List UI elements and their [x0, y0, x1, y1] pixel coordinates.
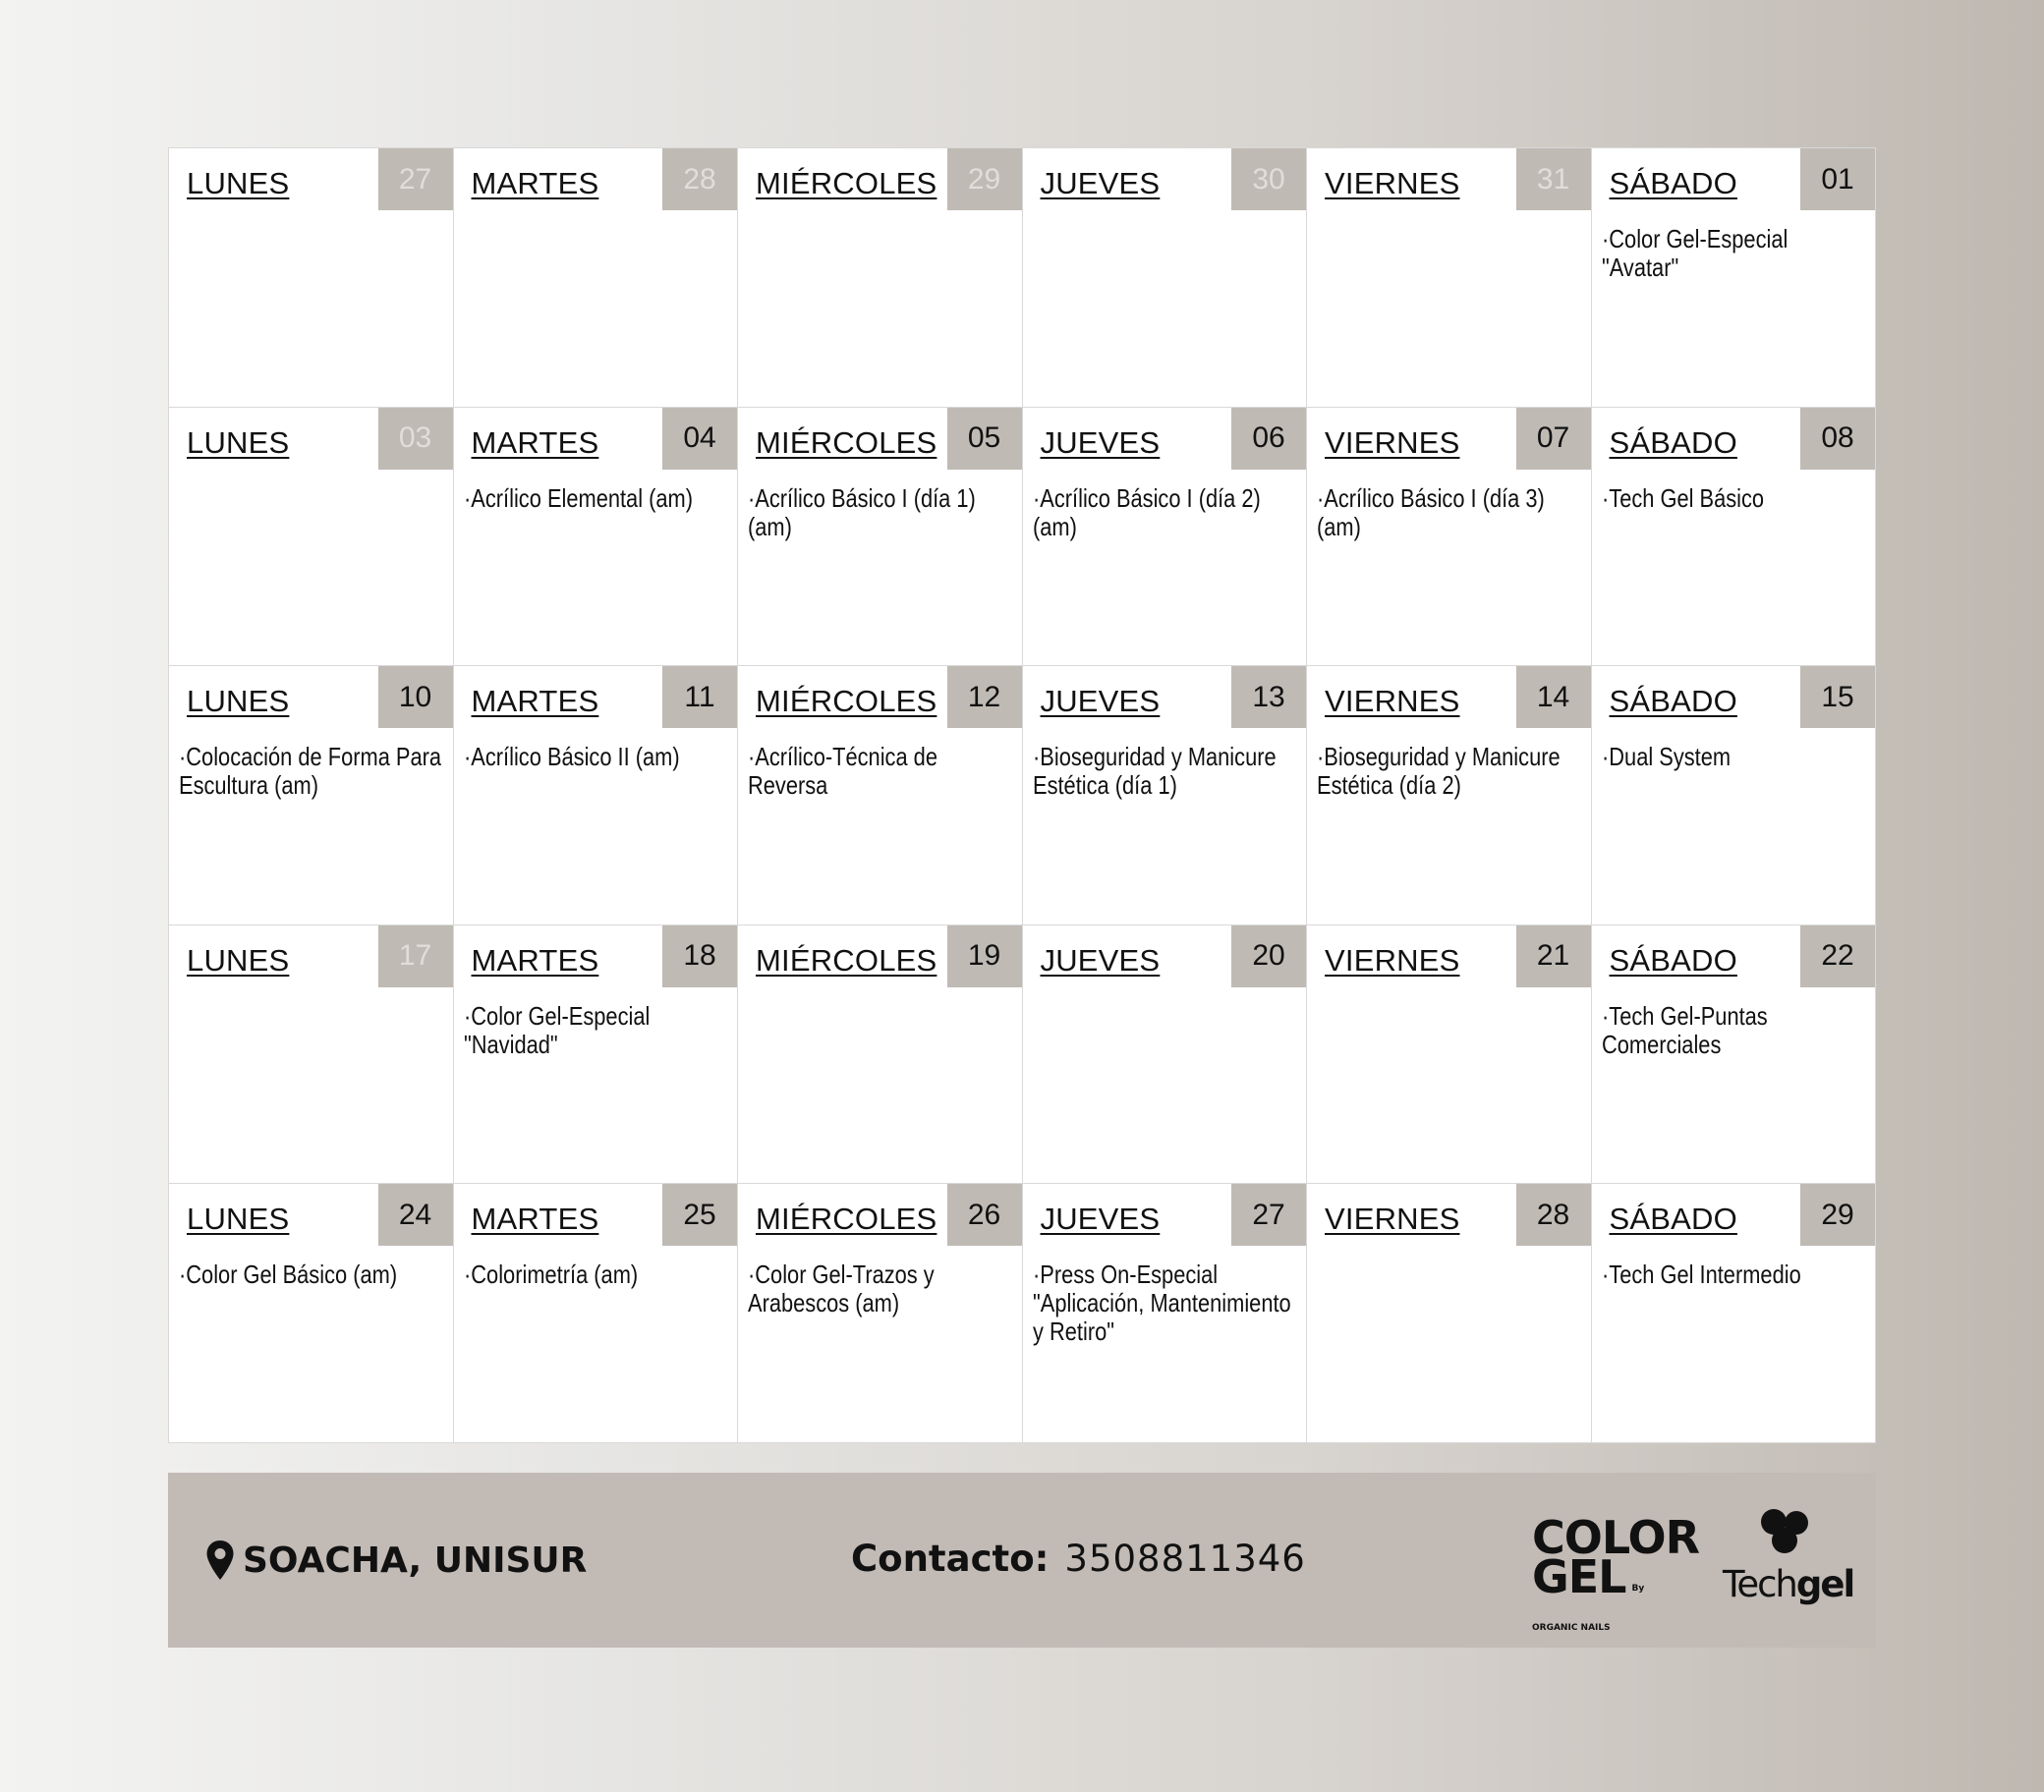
map-pin-icon — [205, 1540, 235, 1581]
contact-label: Contacto: — [851, 1538, 1050, 1580]
event-text: ·Acrílico Elemental (am) — [463, 482, 693, 513]
day-number: 12 — [947, 666, 1022, 728]
event-text: ·Colorimetría (am) — [463, 1260, 638, 1290]
day-number: 28 — [662, 148, 737, 210]
calendar-day-cell — [169, 666, 453, 924]
day-name: JUEVES — [1040, 942, 1161, 978]
colorgel-logo: COLOR GEL By ORGANIC NAILS — [1532, 1511, 1700, 1633]
day-number: 31 — [1516, 148, 1591, 210]
event-text: ·Color Gel-Especial "Avatar" — [1601, 224, 1788, 282]
day-number: 15 — [1800, 666, 1875, 728]
day-name: LUNES — [187, 684, 290, 719]
techgel-dots-icon — [1757, 1506, 1816, 1557]
day-name: VIERNES — [1325, 942, 1460, 978]
day-name: MIÉRCOLES — [756, 942, 937, 978]
day-name: LUNES — [187, 166, 290, 200]
event-text: ·Acrílico Básico I (día 1) (am) — [748, 482, 976, 541]
day-name: MARTES — [471, 166, 599, 200]
calendar-day-cell — [169, 925, 453, 1184]
calendar-day-cell — [738, 148, 1022, 407]
day-number: 14 — [1516, 666, 1591, 728]
day-number: 10 — [378, 666, 453, 728]
event-text: ·Bioseguridad y Manicure Estética (día 1) — [1032, 742, 1277, 801]
day-name: MIÉRCOLES — [756, 424, 937, 460]
event-text: ·Color Gel-Trazos y Arabescos (am) — [748, 1260, 935, 1318]
calendar-day-cell — [1592, 148, 1876, 407]
calendar-day-cell — [738, 666, 1022, 924]
day-name: SÁBADO — [1609, 166, 1737, 200]
event-text: ·Acrílico-Técnica de Reversa — [748, 742, 937, 801]
day-number: 19 — [947, 925, 1022, 987]
location-label: SOACHA, UNISUR — [243, 1540, 588, 1581]
calendar-day-cell — [454, 925, 738, 1184]
day-number: 29 — [947, 148, 1022, 210]
day-name: MARTES — [471, 684, 599, 719]
day-name: JUEVES — [1040, 684, 1161, 719]
day-name: LUNES — [187, 1202, 290, 1237]
day-number: 18 — [662, 925, 737, 987]
calendar-day-cell — [454, 148, 738, 407]
day-number: 07 — [1516, 408, 1591, 470]
event-text: ·Acrílico Básico I (día 3) (am) — [1317, 482, 1545, 541]
day-name: JUEVES — [1040, 166, 1161, 200]
day-name: SÁBADO — [1609, 1202, 1737, 1237]
calendar-day-cell — [169, 148, 453, 407]
calendar-day-cell — [454, 666, 738, 924]
calendar-day-cell — [1307, 148, 1591, 407]
event-text: ·Color Gel Básico (am) — [179, 1260, 398, 1290]
event-text: ·Tech Gel Intermedio — [1601, 1260, 1801, 1290]
calendar-day-cell — [1023, 925, 1307, 1184]
event-text: ·Color Gel-Especial "Navidad" — [463, 1000, 650, 1059]
calendar-day-cell — [738, 925, 1022, 1184]
calendar-day-cell — [1023, 1184, 1307, 1442]
calendar-day-cell — [738, 408, 1022, 666]
day-number: 05 — [947, 408, 1022, 470]
day-number: 22 — [1800, 925, 1875, 987]
calendar-day-cell — [1592, 925, 1876, 1184]
day-number: 26 — [947, 1184, 1022, 1246]
day-name: VIERNES — [1325, 424, 1460, 460]
day-name: LUNES — [187, 424, 290, 460]
calendar-day-cell — [1023, 666, 1307, 924]
day-number: 11 — [662, 666, 737, 728]
calendar-day-cell — [169, 1184, 453, 1442]
day-name: VIERNES — [1325, 1202, 1460, 1237]
event-text: ·Acrílico Básico I (día 2) (am) — [1032, 482, 1261, 541]
calendar-day-cell — [1307, 666, 1591, 924]
day-number: 25 — [662, 1184, 737, 1246]
day-number: 20 — [1231, 925, 1306, 987]
footer-bar — [168, 1473, 1876, 1648]
techgel-wordmark: Techgel — [1723, 1563, 1854, 1605]
event-text: ·Tech Gel-Puntas Comerciales — [1601, 1000, 1768, 1059]
techgel-logo — [1723, 1506, 1854, 1616]
day-name: JUEVES — [1040, 1202, 1161, 1237]
day-name: SÁBADO — [1609, 942, 1737, 978]
calendar-day-cell — [1307, 1184, 1591, 1442]
day-name: MIÉRCOLES — [756, 1202, 937, 1237]
calendar-day-cell — [454, 1184, 738, 1442]
day-number: 17 — [378, 925, 453, 987]
day-name: MIÉRCOLES — [756, 684, 937, 719]
event-text: ·Acrílico Básico II (am) — [463, 742, 680, 772]
day-name: JUEVES — [1040, 424, 1161, 460]
day-number: 30 — [1231, 148, 1306, 210]
day-number: 29 — [1800, 1184, 1875, 1246]
event-text: ·Colocación de Forma Para Escultura (am) — [179, 742, 442, 801]
day-number: 04 — [662, 408, 737, 470]
calendar-day-cell — [738, 1184, 1022, 1442]
day-number: 28 — [1516, 1184, 1591, 1246]
calendar-day-cell — [454, 408, 738, 666]
day-number: 08 — [1800, 408, 1875, 470]
calendar-day-cell — [1592, 666, 1876, 924]
event-text: ·Bioseguridad y Manicure Estética (día 2) — [1317, 742, 1561, 801]
event-text: ·Tech Gel Básico — [1601, 482, 1764, 513]
calendar-day-cell — [1023, 408, 1307, 666]
location — [205, 1540, 587, 1581]
day-number: 27 — [378, 148, 453, 210]
calendar-day-cell — [1592, 1184, 1876, 1442]
calendar-day-cell — [1307, 925, 1591, 1184]
calendar-day-cell — [169, 408, 453, 666]
day-number: 06 — [1231, 408, 1306, 470]
calendar-day-cell — [1023, 148, 1307, 407]
day-name: SÁBADO — [1609, 684, 1737, 719]
day-name: MARTES — [471, 1202, 599, 1237]
day-number: 03 — [378, 408, 453, 470]
day-name: LUNES — [187, 942, 290, 978]
contact — [851, 1538, 1306, 1580]
day-name: VIERNES — [1325, 684, 1460, 719]
day-name: VIERNES — [1325, 166, 1460, 200]
day-name: MIÉRCOLES — [756, 166, 937, 200]
day-number: 27 — [1231, 1184, 1306, 1246]
day-name: SÁBADO — [1609, 424, 1737, 460]
event-text: ·Dual System — [1601, 742, 1731, 772]
day-number: 01 — [1800, 148, 1875, 210]
day-number: 21 — [1516, 925, 1591, 987]
day-number: 24 — [378, 1184, 453, 1246]
calendar-day-cell — [1592, 408, 1876, 666]
contact-phone: 3508811346 — [1064, 1538, 1306, 1580]
calendar-grid — [168, 147, 1876, 1443]
day-name: MARTES — [471, 942, 599, 978]
calendar-day-cell — [1307, 408, 1591, 666]
day-name: MARTES — [471, 424, 599, 460]
day-number: 13 — [1231, 666, 1306, 728]
event-text: ·Press On-Especial "Aplicación, Mantenimiento y Retiro" — [1032, 1260, 1291, 1347]
